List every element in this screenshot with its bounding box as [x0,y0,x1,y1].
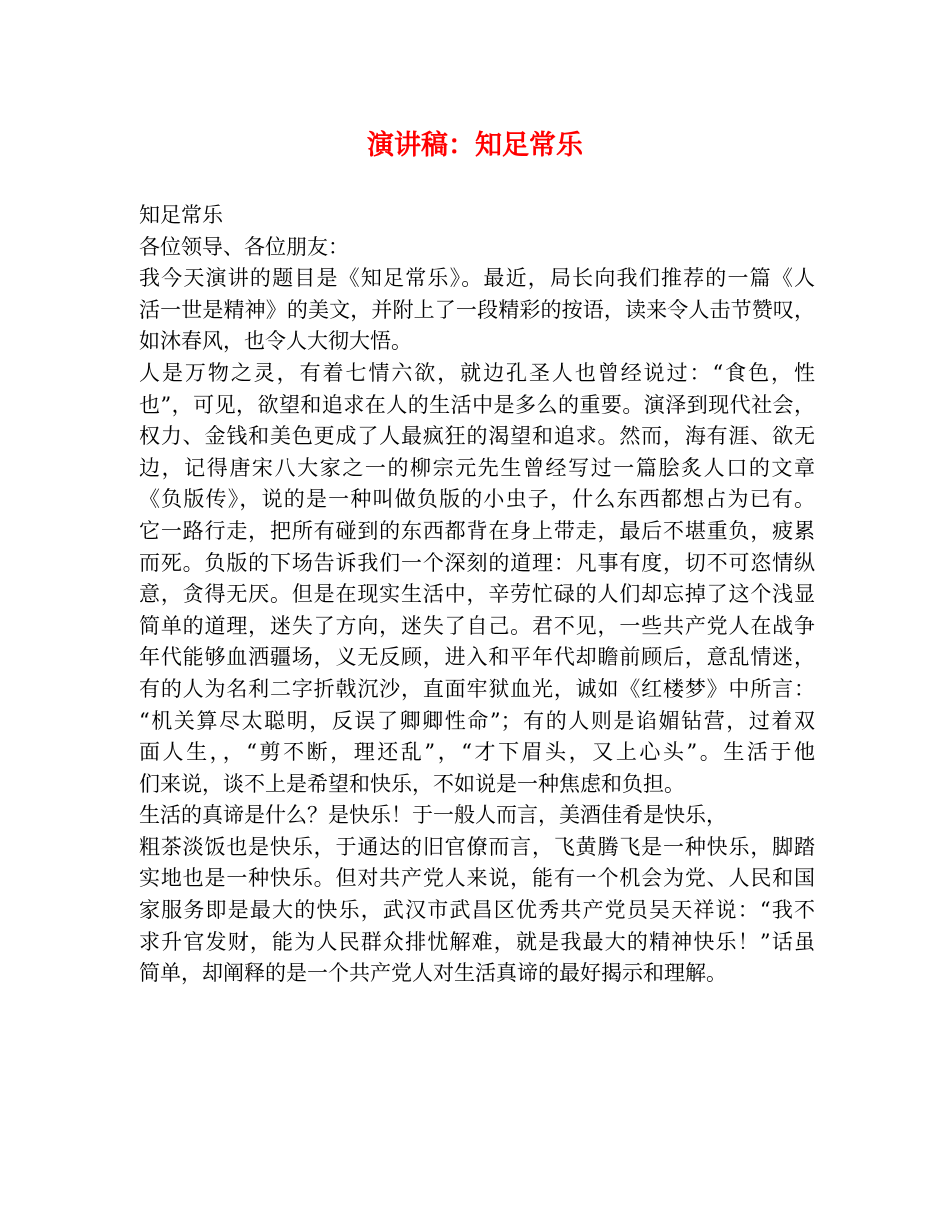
text-line: 年代能够血洒疆场，义无反顾，进入和平年代却瞻前顾后，意乱情迷， [139,645,815,670]
text-line: 家服务即是最大的快乐，武汉市武昌区优秀共产党员吴天祥说：“我不 [139,898,815,923]
text-line: 意，贪得无厌。但是在现实生活中，辛劳忙碌的人们却忘掉了这个浅显 [139,582,815,607]
text-line: 面人生，，“剪不断，理还乱”，“才下眉头，又上心头”。生活于他 [139,740,815,765]
text-line: 简单，却阐释的是一个共产党人对生活真谛的最好揭示和理解。 [139,961,727,986]
text-line: 人是万物之灵，有着七情六欲，就边孔圣人也曾经说过：“食色，性 [139,360,815,385]
text-line: 边，记得唐宋八大家之一的柳宗元先生曾经写过一篇脍炙人口的文章 [139,455,815,480]
text-line: 求升官发财，能为人民群众排忧解难，就是我最大的精神快乐！”话虽 [139,929,815,954]
text-line: 知足常乐 [139,203,223,227]
text-line: 们来说，谈不上是希望和快乐，不如说是一种焦虑和负担。 [139,771,685,796]
text-line: 而死。负版的下场告诉我们一个深刻的道理：凡事有度，切不可恣情纵 [139,550,815,575]
text-line: 如沐春风，也令人大彻大悟。 [139,329,412,354]
text-line: 粗茶淡饭也是快乐，于通达的旧官僚而言，飞黄腾飞是一种快乐，脚踏 [139,834,815,859]
text-line: 各位领导、各位朋友： [139,234,349,259]
text-line: 也”，可见，欲望和追求在人的生活中是多么的重要。演泽到现代社会， [139,392,815,417]
text-line: “机关算尽太聪明，反误了卿卿性命”；有的人则是谄媚钻营，过着双 [139,708,815,733]
text-line: 有的人为名利二字折戟沉沙，直面牢狱血光，诚如《红楼梦》中所言： [139,676,815,701]
text-line: 我今天演讲的题目是《知足常乐》。最近，局长向我们推荐的一篇《人 [139,266,815,291]
text-line: 简单的道理，迷失了方向，迷失了自己。君不见，一些共产党人在战争 [139,613,815,638]
document-body [139,200,815,990]
document-title: 演讲稿：知足常乐 [367,130,583,161]
text-line: 《负版传》，说的是一种叫做负版的小虫子，什么东西都想占为已有。 [139,487,815,512]
text-line: 它一路行走，把所有碰到的东西都背在身上带走，最后不堪重负，疲累 [139,518,815,543]
text-line: 生活的真谛是什么？是快乐！于一般人而言，美酒佳肴是快乐， [139,803,727,828]
text-line: 实地也是一种快乐。但对共产党人来说，能有一个机会为党、人民和国 [139,866,815,891]
text-line: 活一世是精神》的美文，并附上了一段精彩的按语，读来令人击节赞叹， [139,297,815,322]
text-line: 权力、金钱和美色更成了人最疯狂的渴望和追求。然而，海有涯、欲无 [139,424,815,449]
